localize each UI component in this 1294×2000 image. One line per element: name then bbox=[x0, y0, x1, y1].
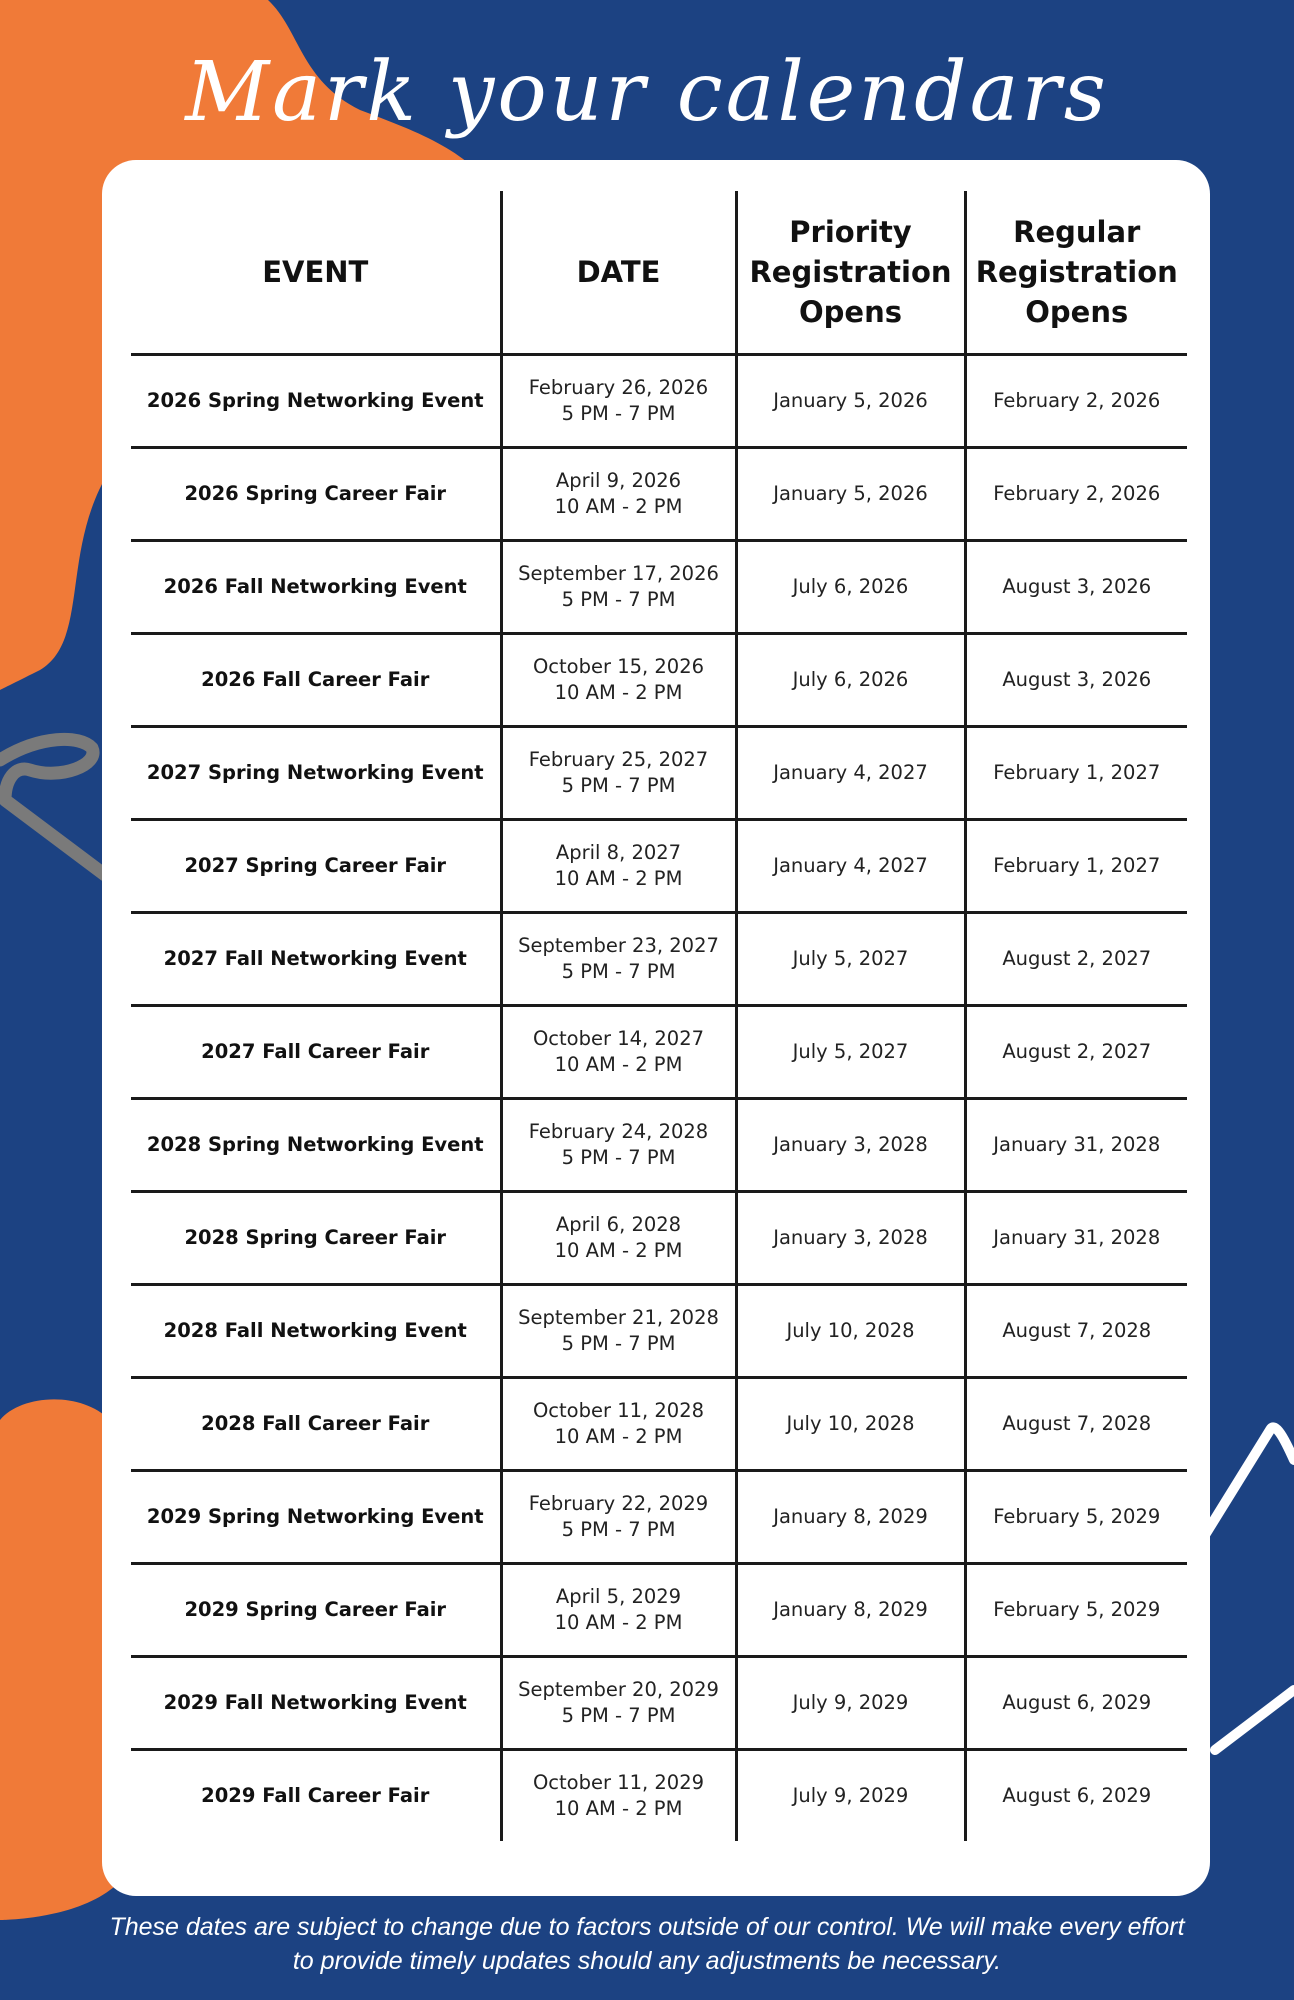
header-priority-line: Priority bbox=[789, 215, 912, 249]
event-name-cell: 2027 Fall Networking Event bbox=[131, 913, 501, 1006]
event-name-cell: 2028 Fall Career Fair bbox=[131, 1378, 501, 1471]
priority-registration-cell: July 5, 2027 bbox=[736, 1006, 965, 1099]
header-regular-line: Opens bbox=[1025, 295, 1129, 329]
date-cell-line: October 14, 2027 bbox=[532, 1027, 705, 1050]
priority-registration-cell: January 5, 2026 bbox=[736, 355, 965, 448]
event-name-cell: 2026 Fall Networking Event bbox=[131, 541, 501, 634]
date-cell-line: 5 PM - 7 PM bbox=[561, 1146, 676, 1169]
event-name-cell: 2029 Fall Career Fair bbox=[131, 1750, 501, 1842]
date-cell bbox=[501, 355, 736, 448]
date-cell bbox=[501, 1285, 736, 1378]
table-row bbox=[131, 541, 1187, 634]
date-cell-line: 5 PM - 7 PM bbox=[561, 588, 676, 611]
date-cell-line: September 23, 2027 bbox=[518, 934, 719, 957]
event-name-cell: 2026 Spring Career Fair bbox=[131, 448, 501, 541]
regular-registration-cell: August 3, 2026 bbox=[965, 634, 1187, 727]
regular-registration-cell: February 5, 2029 bbox=[965, 1564, 1187, 1657]
events-table bbox=[131, 191, 1187, 1841]
date-cell-line: February 22, 2029 bbox=[528, 1492, 709, 1515]
regular-registration-cell: February 2, 2026 bbox=[965, 448, 1187, 541]
date-cell-line: September 20, 2029 bbox=[518, 1678, 719, 1701]
header-regular-registration bbox=[965, 191, 1187, 355]
event-name-cell: 2028 Fall Networking Event bbox=[131, 1285, 501, 1378]
event-name-cell: 2029 Fall Networking Event bbox=[131, 1657, 501, 1750]
priority-registration-cell: January 4, 2027 bbox=[736, 727, 965, 820]
table-row bbox=[131, 1285, 1187, 1378]
header-priority-line: Opens bbox=[799, 295, 902, 329]
date-cell-line: September 17, 2026 bbox=[518, 562, 719, 585]
table-row bbox=[131, 913, 1187, 1006]
header-priority-line: Registration bbox=[749, 255, 952, 289]
table-row bbox=[131, 355, 1187, 448]
page-title: Mark your calendars bbox=[185, 45, 1109, 140]
regular-registration-cell: February 1, 2027 bbox=[965, 727, 1187, 820]
priority-registration-cell: January 8, 2029 bbox=[736, 1564, 965, 1657]
date-cell-line: April 9, 2026 bbox=[555, 469, 682, 492]
priority-registration-cell: July 9, 2029 bbox=[736, 1657, 965, 1750]
regular-registration-cell: August 3, 2026 bbox=[965, 541, 1187, 634]
date-cell bbox=[501, 1378, 736, 1471]
date-cell bbox=[501, 1099, 736, 1192]
regular-registration-cell: August 6, 2029 bbox=[1002, 1784, 1152, 1807]
calendar-card bbox=[102, 160, 1210, 1896]
priority-registration-cell: January 4, 2027 bbox=[736, 820, 965, 913]
disclaimer-line: These dates are subject to change due to factors outside of our control. We will make every effort bbox=[109, 1913, 1185, 1941]
white-squiggle bbox=[1205, 1427, 1294, 1750]
date-cell-line: February 26, 2026 bbox=[528, 376, 709, 399]
event-name-cell: 2029 Spring Career Fair bbox=[131, 1564, 501, 1657]
date-cell-line: 10 AM - 2 PM bbox=[554, 1239, 683, 1262]
gray-squiggle bbox=[0, 739, 105, 875]
priority-registration-cell: July 10, 2028 bbox=[736, 1378, 965, 1471]
table-row bbox=[131, 1564, 1187, 1657]
date-cell-line: October 11, 2029 bbox=[532, 1771, 705, 1794]
regular-registration-cell: August 6, 2029 bbox=[965, 1657, 1187, 1750]
header-regular-line: Regular bbox=[1013, 215, 1141, 249]
table-row bbox=[131, 1006, 1187, 1099]
regular-registration-cell: August 7, 2028 bbox=[965, 1378, 1187, 1471]
priority-registration-cell: July 5, 2027 bbox=[736, 913, 965, 1006]
header-regular-line: Registration bbox=[975, 255, 1178, 289]
priority-registration-cell: January 3, 2028 bbox=[736, 1099, 965, 1192]
date-cell-line: 10 AM - 2 PM bbox=[554, 1611, 683, 1634]
date-cell bbox=[501, 1471, 736, 1564]
date-cell-line: April 6, 2028 bbox=[555, 1213, 682, 1236]
table-row bbox=[131, 448, 1187, 541]
priority-registration-cell: July 6, 2026 bbox=[736, 634, 965, 727]
regular-registration-cell: August 2, 2027 bbox=[965, 1006, 1187, 1099]
table-row bbox=[131, 1099, 1187, 1192]
table-row bbox=[131, 727, 1187, 820]
disclaimer-line: to provide timely updates should any adjustments be necessary. bbox=[292, 1947, 1002, 1975]
date-cell-line: February 25, 2027 bbox=[528, 748, 709, 771]
date-cell-line: 5 PM - 7 PM bbox=[561, 1704, 676, 1727]
table-row bbox=[131, 1378, 1187, 1471]
regular-registration-cell: January 31, 2028 bbox=[965, 1192, 1187, 1285]
regular-registration-cell: August 2, 2027 bbox=[965, 913, 1187, 1006]
date-cell bbox=[501, 448, 736, 541]
date-cell-line: 10 AM - 2 PM bbox=[554, 1053, 683, 1076]
priority-registration-cell: July 9, 2029 bbox=[736, 1750, 965, 1842]
header-date: DATE bbox=[501, 191, 736, 355]
date-cell-line: February 24, 2028 bbox=[528, 1120, 709, 1143]
date-cell bbox=[501, 1657, 736, 1750]
date-cell-line: 5 PM - 7 PM bbox=[561, 1518, 676, 1541]
event-name-cell: 2029 Spring Networking Event bbox=[131, 1471, 501, 1564]
priority-registration-cell: July 6, 2026 bbox=[736, 541, 965, 634]
date-cell-line: October 15, 2026 bbox=[532, 655, 705, 678]
date-cell-line: October 11, 2028 bbox=[532, 1399, 705, 1422]
date-cell bbox=[501, 1006, 736, 1099]
date-cell-line: 5 PM - 7 PM bbox=[561, 1332, 676, 1355]
priority-registration-cell: January 5, 2026 bbox=[736, 448, 965, 541]
regular-registration-cell: February 1, 2027 bbox=[965, 820, 1187, 913]
header-event: EVENT bbox=[131, 191, 501, 355]
date-cell bbox=[501, 1564, 736, 1657]
date-cell bbox=[501, 1750, 736, 1842]
date-cell bbox=[501, 541, 736, 634]
table-row bbox=[131, 1471, 1187, 1564]
priority-registration-cell: January 8, 2029 bbox=[736, 1471, 965, 1564]
event-name-cell: 2027 Fall Career Fair bbox=[131, 1006, 501, 1099]
date-cell-line: 5 PM - 7 PM bbox=[561, 774, 676, 797]
regular-registration-cell: February 2, 2026 bbox=[965, 355, 1187, 448]
date-cell bbox=[501, 913, 736, 1006]
date-cell-line: September 21, 2028 bbox=[518, 1306, 719, 1329]
table-row bbox=[131, 1750, 1187, 1842]
date-cell-line: April 8, 2027 bbox=[555, 841, 682, 864]
date-cell-line: 5 PM - 7 PM bbox=[561, 402, 676, 425]
event-name-cell: 2026 Fall Career Fair bbox=[131, 634, 501, 727]
priority-registration-cell: January 3, 2028 bbox=[736, 1192, 965, 1285]
date-cell-line: April 5, 2029 bbox=[555, 1585, 682, 1608]
date-cell-line: 10 AM - 2 PM bbox=[554, 867, 683, 890]
priority-registration-cell: July 10, 2028 bbox=[736, 1285, 965, 1378]
table-row bbox=[131, 634, 1187, 727]
table-row bbox=[131, 1192, 1187, 1285]
date-cell-line: 5 PM - 7 PM bbox=[561, 960, 676, 983]
date-cell-line: 10 AM - 2 PM bbox=[554, 681, 683, 704]
table-row bbox=[131, 1657, 1187, 1750]
event-name-cell: 2028 Spring Networking Event bbox=[131, 1099, 501, 1192]
table-row bbox=[131, 820, 1187, 913]
header-priority-registration bbox=[736, 191, 965, 355]
event-name-cell: 2026 Spring Networking Event bbox=[131, 355, 501, 448]
date-cell bbox=[501, 820, 736, 913]
regular-registration-cell: August 7, 2028 bbox=[965, 1285, 1187, 1378]
date-cell-line: 10 AM - 2 PM bbox=[554, 1425, 683, 1448]
disclaimer bbox=[40, 1910, 1254, 1978]
date-cell-line: 10 AM - 2 PM bbox=[554, 495, 683, 518]
date-cell bbox=[501, 634, 736, 727]
event-name-cell: 2027 Spring Career Fair bbox=[131, 820, 501, 913]
event-name-cell: 2027 Spring Networking Event bbox=[131, 727, 501, 820]
event-name-cell: 2028 Spring Career Fair bbox=[131, 1192, 501, 1285]
date-cell-line: 10 AM - 2 PM bbox=[554, 1797, 683, 1820]
table-header-row bbox=[131, 191, 1187, 355]
regular-registration-cell: February 5, 2029 bbox=[965, 1471, 1187, 1564]
date-cell bbox=[501, 1192, 736, 1285]
regular-registration-cell: January 31, 2028 bbox=[965, 1099, 1187, 1192]
date-cell bbox=[501, 727, 736, 820]
